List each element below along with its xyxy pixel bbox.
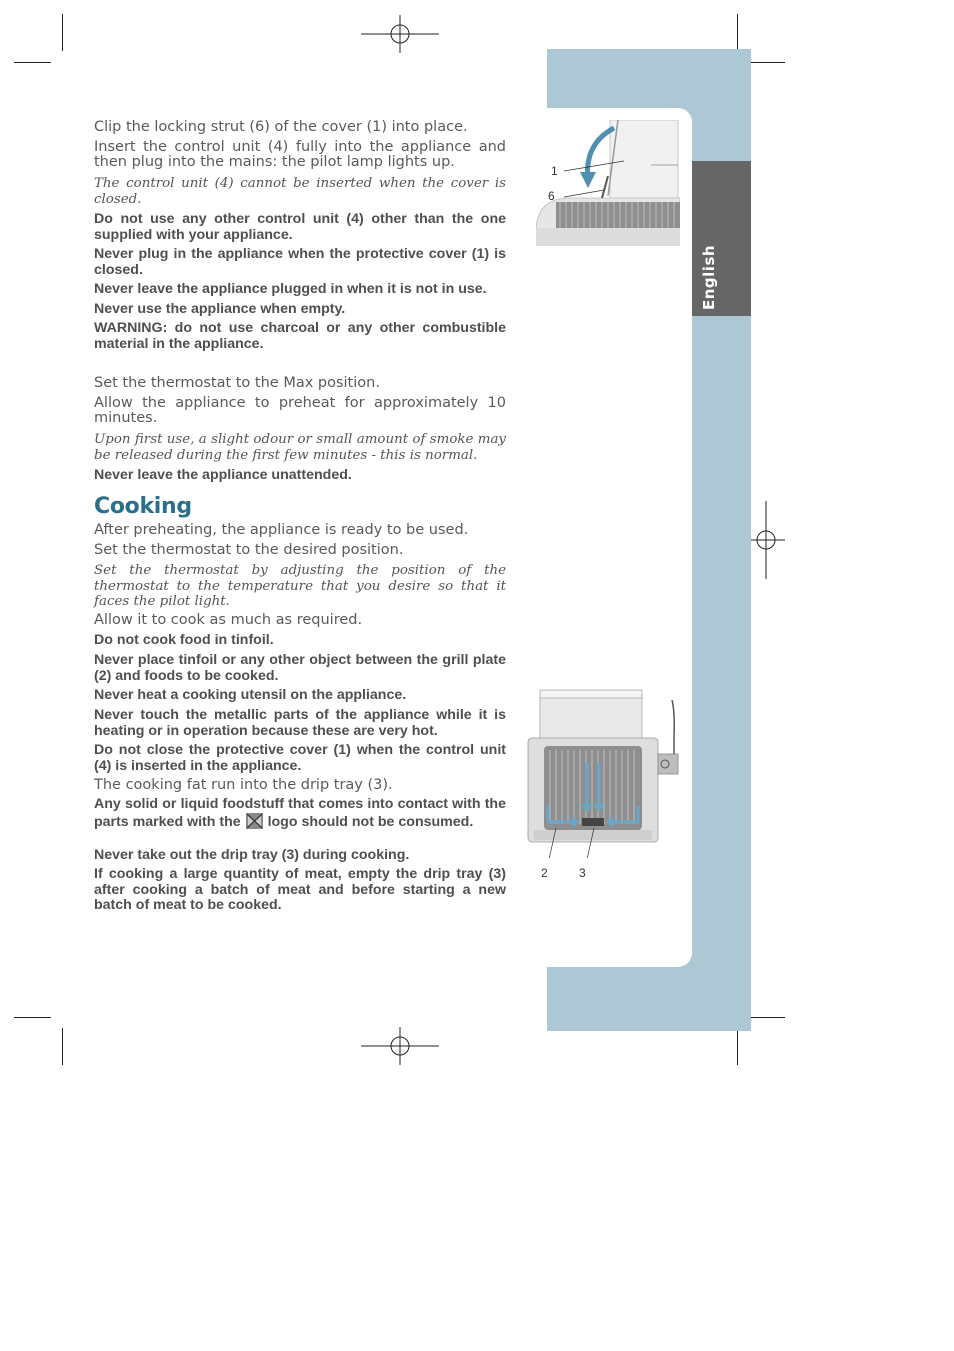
warning-text (94, 797, 506, 830)
warning-text-part: logo should not be consumed. (267, 813, 474, 830)
instruction-text: Allow it to cook as much as required. (94, 612, 363, 628)
registration-mark (747, 501, 785, 579)
instruction-text: Set the thermostat to the Max position. (94, 375, 380, 391)
callout-label: 2 (541, 866, 548, 880)
crop-mark (747, 62, 785, 63)
warning-text: Do not cook food in tinfoil. (94, 632, 274, 648)
warning-text: Never touch the metallic parts of the appliance while it is heating or in operation because these are very hot. (94, 707, 506, 739)
warning-text: Never heat a cooking utensil on the appliance. (94, 687, 407, 703)
registration-mark (361, 15, 439, 53)
instruction-text: Set the thermostat to the desired position. (94, 542, 404, 558)
crop-mark (62, 1028, 63, 1065)
warning-text: Never plug in the appliance when the protective cover (1) is closed. (94, 246, 506, 278)
note-text: Upon first use, a slight odour or small amount of smoke may be released during the first few minutes - this is normal. (94, 432, 506, 463)
callout-label: 1 (551, 164, 558, 178)
warning-text: WARNING: do not use charcoal or any other combustible material in the appliance. (94, 320, 506, 352)
language-label: English (700, 244, 718, 310)
registration-mark (361, 1027, 439, 1065)
section-heading: Cooking (94, 494, 192, 519)
warning-text-part: Any solid or liquid foodstuff that comes into contact with the parts marked with the (94, 796, 506, 830)
warning-text: Never use the appliance when empty. (94, 301, 346, 317)
do-not-eat-logo-icon (246, 813, 263, 829)
warning-text: If cooking a large quantity of meat, empty the drip tray (3) after cooking a batch of meat and before starting a new batch of meat to be cooked. (94, 866, 506, 913)
warning-text: Never leave the appliance unattended. (94, 467, 352, 483)
grill-cover-illustration (536, 120, 680, 246)
warning-text: Never leave the appliance plugged in when it is not in use. (94, 281, 487, 297)
crop-mark (737, 14, 738, 51)
crop-mark (14, 1017, 51, 1018)
instruction-text: The cooking fat run into the drip tray (3). (94, 777, 393, 793)
instruction-text: Clip the locking strut (6) of the cover (1) into place. (94, 119, 468, 135)
callout-label: 3 (579, 866, 586, 880)
crop-mark (14, 62, 51, 63)
instruction-text: Allow the appliance to preheat for approximately 10 minutes. (94, 395, 506, 426)
callout-label: 6 (548, 189, 555, 203)
warning-text: Do not use any other control unit (4) other than the one supplied with your appliance. (94, 211, 506, 243)
crop-mark (737, 1028, 738, 1065)
instruction-text: After preheating, the appliance is ready to be used. (94, 522, 469, 538)
grill-drip-tray-illustration (524, 688, 682, 858)
warning-text: Never place tinfoil or any other object between the grill plate (2) and foods to be cooked. (94, 652, 506, 684)
warning-text: Do not close the protective cover (1) when the control unit (4) is inserted in the appliance. (94, 742, 506, 774)
instruction-text: Insert the control unit (4) fully into the appliance and then plug into the mains: the pilot lamp lights up. (94, 139, 506, 170)
crop-mark (62, 14, 63, 51)
crop-mark (747, 1017, 785, 1018)
warning-text: Never take out the drip tray (3) during cooking. (94, 847, 410, 863)
note-text: Set the thermostat by adjusting the position of the thermostat to the temperature that you desire so that it faces the pilot light. (94, 563, 506, 609)
note-text: The control unit (4) cannot be inserted when the cover is closed. (94, 176, 506, 207)
